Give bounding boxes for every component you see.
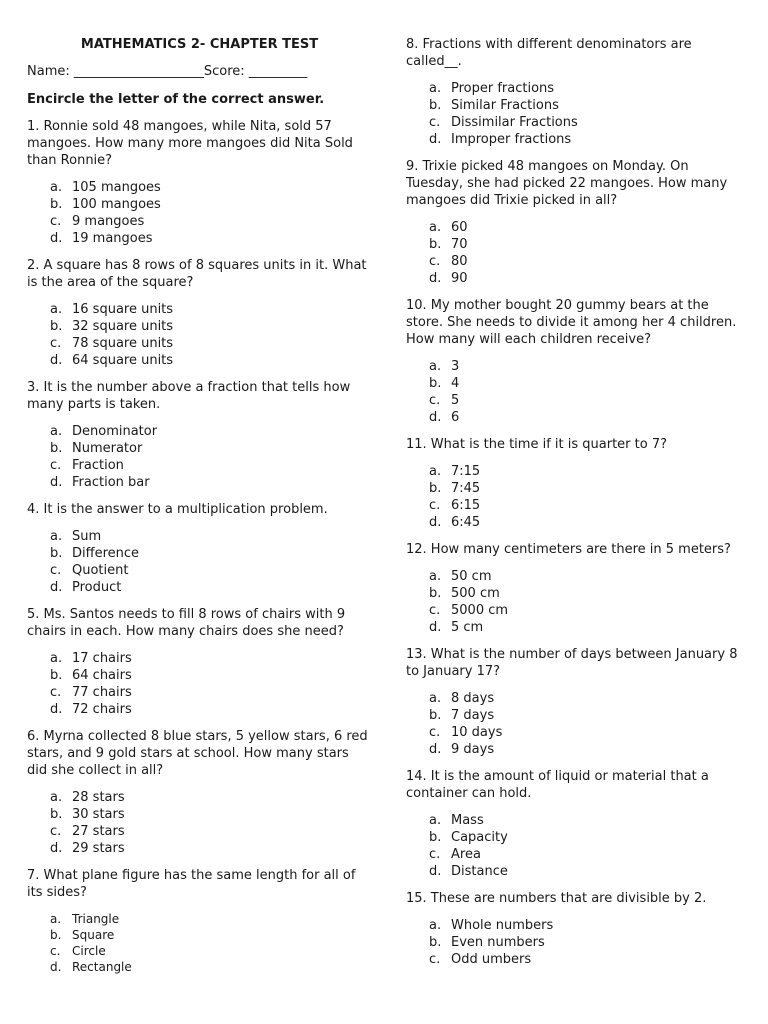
answer-option[interactable]: [429, 585, 746, 602]
option-letter: a.: [429, 918, 442, 933]
option-text: 30 stars: [72, 807, 125, 822]
answer-option[interactable]: [429, 236, 746, 253]
option-text: Difference: [72, 546, 140, 561]
option-letter: b.: [429, 935, 442, 950]
option-text: 70: [451, 237, 468, 252]
question-item: [406, 436, 746, 531]
option-letter: a.: [50, 912, 62, 926]
option-letter: c.: [50, 824, 62, 839]
option-letter: a.: [50, 424, 63, 439]
option-text: 80: [451, 254, 468, 269]
option-text: 7:15: [451, 464, 481, 479]
option-letter: c.: [429, 603, 441, 618]
question-item: [27, 867, 372, 975]
answer-option[interactable]: [429, 480, 746, 497]
question-text: 8. Fractions with different denominators are called__.: [406, 37, 692, 69]
option-letter: b.: [429, 708, 442, 723]
test-title: MATHEMATICS 2- CHAPTER TEST: [80, 37, 319, 52]
option-text: 100 mangoes: [72, 197, 161, 212]
option-letter: a.: [429, 220, 442, 235]
answer-option[interactable]: [50, 911, 372, 927]
option-letter: b.: [50, 441, 63, 456]
answer-option[interactable]: [50, 943, 372, 959]
answer-options: [27, 301, 372, 369]
right-question-list: [406, 36, 746, 968]
option-text: 78 square units: [72, 336, 174, 351]
answer-option[interactable]: [50, 789, 372, 806]
answer-option[interactable]: [50, 318, 372, 335]
answer-option[interactable]: [429, 690, 746, 707]
option-letter: b.: [429, 237, 442, 252]
option-text: 27 stars: [72, 824, 125, 839]
option-text: 29 stars: [72, 841, 125, 856]
option-letter: c.: [429, 952, 441, 967]
answer-option[interactable]: [50, 562, 372, 579]
answer-option[interactable]: [429, 812, 746, 829]
option-text: Sum: [72, 529, 102, 544]
option-text: Capacity: [451, 830, 508, 845]
answer-option[interactable]: [50, 667, 372, 684]
option-letter: a.: [50, 529, 63, 544]
answer-options: [27, 179, 372, 247]
answer-option[interactable]: [429, 97, 746, 114]
answer-option[interactable]: [429, 409, 746, 426]
question-text: 13. What is the number of days between January 8 to January 17?: [406, 647, 738, 679]
answer-option[interactable]: [429, 514, 746, 531]
option-letter: b.: [429, 481, 442, 496]
option-letter: d.: [50, 353, 63, 368]
answer-options: [406, 80, 746, 148]
answer-option[interactable]: [429, 131, 746, 148]
answer-options: [406, 358, 746, 426]
question-item: [406, 890, 746, 968]
answer-option[interactable]: [429, 951, 746, 968]
option-letter: a.: [429, 569, 442, 584]
option-letter: d.: [50, 702, 63, 717]
option-text: Product: [72, 580, 122, 595]
answer-option[interactable]: [50, 545, 372, 562]
answer-option[interactable]: [50, 823, 372, 840]
answer-option[interactable]: [50, 806, 372, 823]
question-text: 12. How many centimeters are there in 5 meters?: [406, 542, 731, 557]
option-text: 32 square units: [72, 319, 174, 334]
question-text: 3. It is the number above a fraction that tells how many parts is taken.: [27, 380, 351, 412]
answer-option[interactable]: [50, 959, 372, 975]
option-letter: c.: [50, 944, 61, 958]
question-item: [27, 118, 372, 247]
option-text: Dissimilar Fractions: [451, 115, 578, 130]
option-letter: c.: [50, 458, 62, 473]
answer-option[interactable]: [429, 917, 746, 934]
instruction: Encircle the letter of the correct answer.: [27, 92, 325, 107]
option-letter: d.: [50, 231, 63, 246]
answer-option[interactable]: [429, 219, 746, 236]
question-item: [27, 379, 372, 491]
option-letter: d.: [429, 742, 442, 757]
answer-option[interactable]: [50, 474, 372, 491]
option-text: 6: [451, 410, 460, 425]
option-letter: d.: [429, 132, 442, 147]
option-text: 9 mangoes: [72, 214, 145, 229]
answer-option[interactable]: [429, 497, 746, 514]
option-text: 16 square units: [72, 302, 174, 317]
option-text: 7:45: [451, 481, 481, 496]
question-item: [406, 646, 746, 758]
option-text: 4: [451, 376, 460, 391]
question-text: 6. Myrna collected 8 blue stars, 5 yellow stars, 6 red stars, and 9 gold stars at school. How many stars did she collect in all?: [27, 729, 368, 778]
option-text: 72 chairs: [72, 702, 132, 717]
option-letter: a.: [50, 180, 63, 195]
answer-option[interactable]: [50, 579, 372, 596]
option-text: Area: [451, 847, 481, 862]
answer-option[interactable]: [429, 114, 746, 131]
option-text: Rectangle: [72, 960, 132, 974]
answer-option[interactable]: [50, 701, 372, 718]
option-text: Numerator: [72, 441, 143, 456]
option-letter: b.: [429, 586, 442, 601]
option-letter: c.: [429, 254, 441, 269]
answer-option[interactable]: [50, 179, 372, 196]
question-text: 10. My mother bought 20 gummy bears at the store. She needs to divide it among her 4 children. How many will each children receive?: [406, 298, 737, 347]
option-letter: a.: [429, 359, 442, 374]
option-text: Odd umbers: [451, 952, 532, 967]
question-text: 14. It is the amount of liquid or material that a container can hold.: [406, 769, 709, 801]
option-text: 9 days: [451, 742, 495, 757]
answer-option[interactable]: [429, 846, 746, 863]
option-text: Fraction bar: [72, 475, 150, 490]
answer-option[interactable]: [429, 724, 746, 741]
option-text: 8 days: [451, 691, 495, 706]
answer-options: [406, 917, 746, 968]
option-letter: c.: [429, 498, 441, 513]
option-letter: b.: [429, 830, 442, 845]
option-letter: c.: [429, 393, 441, 408]
option-letter: a.: [429, 813, 442, 828]
option-text: 17 chairs: [72, 651, 132, 666]
option-text: Denominator: [72, 424, 158, 439]
answer-option[interactable]: [429, 934, 746, 951]
option-letter: d.: [50, 841, 63, 856]
answer-option[interactable]: [429, 463, 746, 480]
option-text: 19 mangoes: [72, 231, 153, 246]
question-item: [27, 728, 372, 857]
option-text: 10 days: [451, 725, 503, 740]
question-item: [27, 257, 372, 369]
option-letter: a.: [429, 464, 442, 479]
option-letter: c.: [50, 214, 62, 229]
option-text: 28 stars: [72, 790, 125, 805]
option-letter: d.: [429, 864, 442, 879]
answer-option[interactable]: [429, 253, 746, 270]
answer-option[interactable]: [50, 230, 372, 247]
option-text: 77 chairs: [72, 685, 132, 700]
question-item: [27, 501, 372, 596]
question-text: 1. Ronnie sold 48 mangoes, while Nita, sold 57 mangoes. How many more mangoes did Nita Sold than Ronnie?: [27, 119, 353, 168]
answer-option[interactable]: [50, 457, 372, 474]
answer-option[interactable]: [429, 863, 746, 880]
right-column: [406, 36, 746, 978]
answer-option[interactable]: [50, 684, 372, 701]
answer-option[interactable]: [429, 358, 746, 375]
answer-options: [27, 650, 372, 718]
question-item: [27, 606, 372, 718]
option-letter: b.: [50, 197, 63, 212]
question-item: [406, 541, 746, 636]
option-letter: d.: [429, 410, 442, 425]
answer-options: [27, 423, 372, 491]
question-item: [406, 297, 746, 426]
option-text: 50 cm: [451, 569, 492, 584]
option-letter: b.: [50, 807, 63, 822]
question-text: 5. Ms. Santos needs to fill 8 rows of chairs with 9 chairs in each. How many chairs does she need?: [27, 607, 346, 639]
option-letter: c.: [429, 725, 441, 740]
answer-options: [27, 911, 372, 975]
option-letter: c.: [429, 847, 441, 862]
answer-options: [406, 812, 746, 880]
option-text: Quotient: [72, 563, 129, 578]
option-text: Fraction: [72, 458, 124, 473]
option-letter: d.: [429, 515, 442, 530]
option-letter: d.: [50, 475, 63, 490]
answer-option[interactable]: [429, 619, 746, 636]
left-column: [27, 36, 372, 985]
answer-option[interactable]: [50, 528, 372, 545]
answer-options: [27, 789, 372, 857]
option-text: 5: [451, 393, 460, 408]
option-letter: b.: [50, 668, 63, 683]
answer-option[interactable]: [429, 392, 746, 409]
option-text: 6:15: [451, 498, 481, 513]
answer-option[interactable]: [429, 707, 746, 724]
answer-option[interactable]: [50, 440, 372, 457]
answer-option[interactable]: [50, 352, 372, 369]
option-letter: b.: [50, 546, 63, 561]
option-letter: c.: [50, 563, 62, 578]
option-text: Improper fractions: [451, 132, 572, 147]
option-letter: a.: [50, 651, 63, 666]
answer-option[interactable]: [429, 741, 746, 758]
answer-option[interactable]: [50, 423, 372, 440]
option-text: 60: [451, 220, 468, 235]
option-letter: b.: [50, 319, 63, 334]
question-item: [406, 158, 746, 287]
answer-options: [406, 463, 746, 531]
option-letter: d.: [50, 960, 62, 974]
question-text: 9. Trixie picked 48 mangoes on Monday. On Tuesday, she had picked 22 mangoes. How many mangoes did Trixie picked in all?: [406, 159, 728, 208]
option-letter: b.: [429, 98, 442, 113]
option-text: 6:45: [451, 515, 481, 530]
answer-option[interactable]: [50, 927, 372, 943]
option-text: Triangle: [72, 912, 120, 926]
answer-options: [406, 690, 746, 758]
answer-option[interactable]: [429, 80, 746, 97]
option-letter: b.: [429, 376, 442, 391]
answer-option[interactable]: [50, 213, 372, 230]
option-letter: a.: [429, 691, 442, 706]
option-text: 7 days: [451, 708, 495, 723]
option-letter: a.: [50, 790, 63, 805]
question-text: 4. It is the answer to a multiplication problem.: [27, 502, 328, 517]
answer-option[interactable]: [50, 335, 372, 352]
option-text: Proper fractions: [451, 81, 555, 96]
option-text: Circle: [72, 944, 106, 958]
option-text: 90: [451, 271, 468, 286]
question-text: 11. What is the time if it is quarter to 7?: [406, 437, 667, 452]
option-letter: d.: [429, 620, 442, 635]
answer-option[interactable]: [429, 602, 746, 619]
option-text: 5000 cm: [451, 603, 509, 618]
option-text: 64 square units: [72, 353, 174, 368]
option-text: 3: [451, 359, 460, 374]
option-text: 5 cm: [451, 620, 484, 635]
answer-option[interactable]: [429, 270, 746, 287]
answer-option[interactable]: [429, 568, 746, 585]
option-letter: c.: [50, 685, 62, 700]
option-letter: a.: [50, 302, 63, 317]
option-text: Similar Fractions: [451, 98, 559, 113]
answer-options: [406, 568, 746, 636]
option-letter: c.: [429, 115, 441, 130]
question-text: 2. A square has 8 rows of 8 squares units in it. What is the area of the square?: [27, 258, 367, 290]
answer-options: [27, 528, 372, 596]
option-letter: d.: [429, 271, 442, 286]
answer-option[interactable]: [429, 375, 746, 392]
question-text: 7. What plane figure has the same length for all of its sides?: [27, 868, 356, 900]
option-letter: a.: [429, 81, 442, 96]
option-letter: c.: [50, 336, 62, 351]
answer-option[interactable]: [50, 650, 372, 667]
option-letter: b.: [50, 928, 62, 942]
option-text: 105 mangoes: [72, 180, 161, 195]
answer-option[interactable]: [429, 829, 746, 846]
option-text: Distance: [451, 864, 508, 879]
option-text: Even numbers: [451, 935, 545, 950]
question-item: [406, 768, 746, 880]
name-score-line: Name: ____________________Score: _________: [27, 64, 308, 79]
answer-options: [406, 219, 746, 287]
option-text: Whole numbers: [451, 918, 554, 933]
answer-option[interactable]: [50, 840, 372, 857]
answer-option[interactable]: [50, 196, 372, 213]
question-item: [406, 36, 746, 148]
option-text: Square: [72, 928, 115, 942]
option-text: 500 cm: [451, 586, 500, 601]
question-text: 15. These are numbers that are divisible by 2.: [406, 891, 707, 906]
option-text: 64 chairs: [72, 668, 132, 683]
answer-option[interactable]: [50, 301, 372, 318]
option-text: Mass: [451, 813, 484, 828]
left-question-list: [27, 118, 372, 975]
option-letter: d.: [50, 580, 63, 595]
